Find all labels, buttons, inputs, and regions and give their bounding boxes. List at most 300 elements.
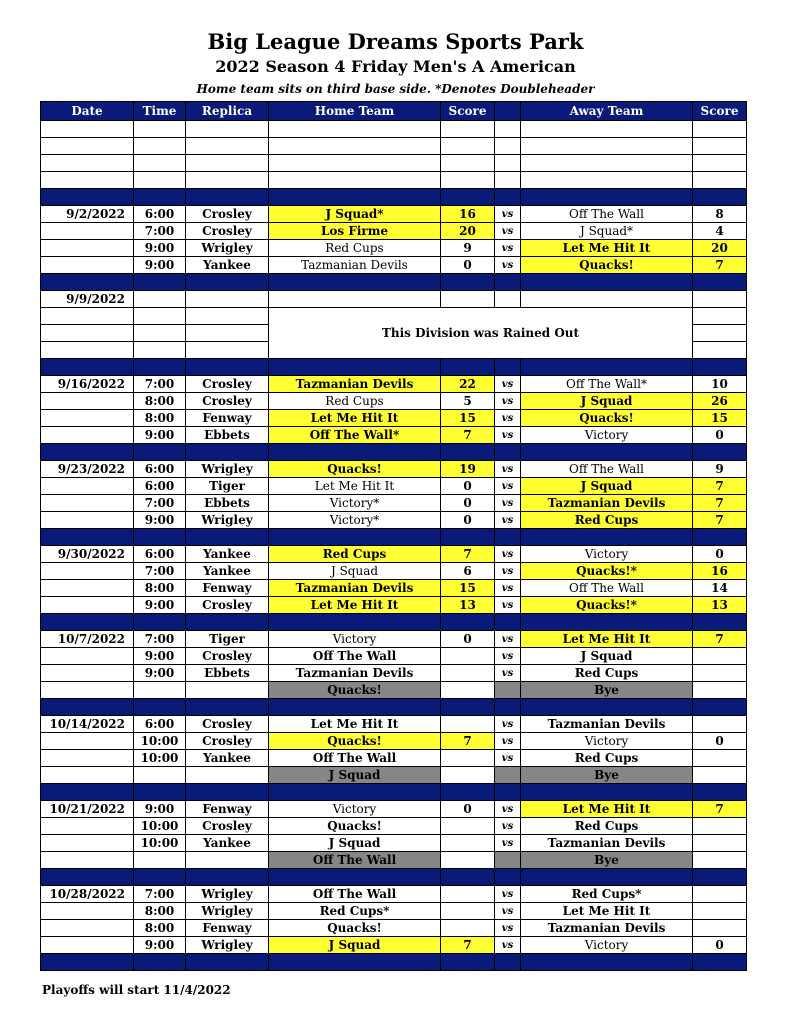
separator-cell	[495, 274, 521, 291]
separator-cell	[134, 699, 186, 716]
separator-cell	[41, 189, 134, 206]
away-team: Red Cups	[521, 512, 693, 529]
blank-cell	[134, 121, 186, 138]
game-row	[41, 512, 747, 529]
home-team: Red Cups*	[269, 903, 441, 920]
game-time: 10:00	[134, 733, 186, 750]
home-team: J Squad	[269, 937, 441, 954]
separator-cell	[41, 444, 134, 461]
game-time: 7:00	[134, 376, 186, 393]
home-score: 0	[441, 631, 495, 648]
blank-cell	[41, 665, 134, 682]
separator-cell	[495, 359, 521, 376]
vs-label: vs	[495, 393, 521, 410]
away-team: Red Cups	[521, 818, 693, 835]
game-replica: Fenway	[186, 801, 269, 818]
vs-label: vs	[495, 903, 521, 920]
game-row	[41, 835, 747, 852]
separator-cell	[441, 444, 495, 461]
blank-cell	[41, 937, 134, 954]
game-time: 8:00	[134, 580, 186, 597]
away-score: 7	[693, 801, 747, 818]
separator-cell	[693, 614, 747, 631]
vs-label: vs	[495, 376, 521, 393]
game-row	[41, 631, 747, 648]
home-score: 15	[441, 580, 495, 597]
home-team: Quacks!	[269, 733, 441, 750]
separator-cell	[134, 614, 186, 631]
game-row	[41, 563, 747, 580]
separator-cell	[41, 784, 134, 801]
game-row	[41, 682, 747, 699]
home-team: Let Me Hit It	[269, 716, 441, 733]
schedule-body	[41, 121, 747, 971]
blank-cell	[41, 750, 134, 767]
blank-cell	[134, 138, 186, 155]
home-score	[441, 648, 495, 665]
away-score	[693, 682, 747, 699]
home-score	[441, 903, 495, 920]
blank-cell	[41, 512, 134, 529]
game-date: 9/23/2022	[41, 461, 134, 478]
separator-cell	[441, 614, 495, 631]
home-score: 22	[441, 376, 495, 393]
vs-label: vs	[495, 733, 521, 750]
separator-cell	[134, 954, 186, 971]
home-score: 9	[441, 240, 495, 257]
blank-cell	[186, 308, 269, 325]
home-team: Off The Wall	[269, 750, 441, 767]
game-row	[41, 665, 747, 682]
blank-cell	[269, 121, 441, 138]
game-date: 9/30/2022	[41, 546, 134, 563]
home-score	[441, 886, 495, 903]
game-replica: Crosley	[186, 376, 269, 393]
blank-cell	[269, 155, 441, 172]
blank-cell	[693, 121, 747, 138]
separator-cell	[495, 869, 521, 886]
game-time: 7:00	[134, 563, 186, 580]
separator-cell	[521, 189, 693, 206]
blank-cell	[41, 852, 134, 869]
separator-cell	[495, 954, 521, 971]
separator-cell	[521, 954, 693, 971]
vs-label: vs	[495, 223, 521, 240]
away-team: Red Cups	[521, 750, 693, 767]
vs-label: vs	[495, 835, 521, 852]
separator-cell	[521, 869, 693, 886]
away-score: 15	[693, 410, 747, 427]
home-score	[441, 852, 495, 869]
blank-cell	[441, 291, 495, 308]
col-time: Time	[134, 102, 186, 121]
away-score: 0	[693, 427, 747, 444]
separator-cell	[41, 529, 134, 546]
blank-cell	[41, 308, 134, 325]
blank-cell	[693, 325, 747, 342]
game-replica: Wrigley	[186, 937, 269, 954]
game-replica: Wrigley	[186, 240, 269, 257]
separator-cell	[441, 869, 495, 886]
separator-cell	[269, 444, 441, 461]
week-separator	[41, 189, 747, 206]
game-time: 9:00	[134, 801, 186, 818]
game-row	[41, 852, 747, 869]
away-team: Quacks!*	[521, 563, 693, 580]
blank-cell	[41, 682, 134, 699]
game-time: 9:00	[134, 240, 186, 257]
game-time: 6:00	[134, 461, 186, 478]
blank-cell	[41, 325, 134, 342]
blank-cell	[41, 903, 134, 920]
game-time	[134, 767, 186, 784]
blank-cell	[41, 818, 134, 835]
blank-cell	[41, 155, 134, 172]
blank-cell	[441, 138, 495, 155]
game-time: 9:00	[134, 427, 186, 444]
vs-label: vs	[495, 257, 521, 274]
home-score: 7	[441, 937, 495, 954]
blank-row	[41, 121, 747, 138]
blank-cell	[134, 291, 186, 308]
vs-label: vs	[495, 240, 521, 257]
home-score: 0	[441, 801, 495, 818]
game-replica: Crosley	[186, 733, 269, 750]
footer-note: Playoffs will start 11/4/2022	[42, 983, 231, 997]
home-team: Quacks!	[269, 818, 441, 835]
separator-cell	[521, 614, 693, 631]
separator-cell	[186, 954, 269, 971]
home-team: Tazmanian Devils	[269, 665, 441, 682]
game-row	[41, 478, 747, 495]
separator-cell	[693, 869, 747, 886]
week-separator	[41, 614, 747, 631]
blank-cell	[495, 172, 521, 189]
away-team: Off The Wall	[521, 461, 693, 478]
game-date: 9/9/2022	[41, 291, 134, 308]
blank-cell	[41, 733, 134, 750]
game-replica: Yankee	[186, 563, 269, 580]
separator-cell	[495, 189, 521, 206]
home-score	[441, 750, 495, 767]
away-score: 4	[693, 223, 747, 240]
vs-label: vs	[495, 937, 521, 954]
separator-cell	[269, 274, 441, 291]
col-home-score: Score	[441, 102, 495, 121]
game-replica: Crosley	[186, 716, 269, 733]
separator-cell	[269, 784, 441, 801]
game-row	[41, 597, 747, 614]
home-team: Off The Wall	[269, 852, 441, 869]
away-score	[693, 852, 747, 869]
game-date: 10/7/2022	[41, 631, 134, 648]
blank-cell	[41, 427, 134, 444]
home-score: 19	[441, 461, 495, 478]
blank-cell	[495, 121, 521, 138]
vs-label: vs	[495, 580, 521, 597]
game-replica	[186, 767, 269, 784]
home-score	[441, 818, 495, 835]
schedule-table	[40, 101, 747, 971]
home-score: 20	[441, 223, 495, 240]
blank-cell	[186, 325, 269, 342]
game-row	[41, 495, 747, 512]
blank-cell	[269, 138, 441, 155]
away-team: Let Me Hit It	[521, 801, 693, 818]
game-date: 10/21/2022	[41, 801, 134, 818]
separator-cell	[521, 274, 693, 291]
vs-label: vs	[495, 920, 521, 937]
home-score	[441, 716, 495, 733]
away-score: 7	[693, 631, 747, 648]
game-time	[134, 852, 186, 869]
home-team: J Squad	[269, 563, 441, 580]
separator-cell	[693, 954, 747, 971]
game-time: 7:00	[134, 631, 186, 648]
home-score	[441, 920, 495, 937]
vs-label: vs	[495, 427, 521, 444]
game-row	[41, 580, 747, 597]
home-team: Let Me Hit It	[269, 410, 441, 427]
game-replica	[186, 852, 269, 869]
page-subtitle: 2022 Season 4 Friday Men's A American	[215, 57, 576, 76]
blank-cell	[41, 257, 134, 274]
home-team: Quacks!	[269, 461, 441, 478]
game-time: 6:00	[134, 478, 186, 495]
week-separator	[41, 869, 747, 886]
game-row	[41, 818, 747, 835]
blank-cell	[41, 478, 134, 495]
home-team: Tazmanian Devils	[269, 257, 441, 274]
vs-label: vs	[495, 563, 521, 580]
game-time: 10:00	[134, 750, 186, 767]
rainout-row	[41, 291, 747, 308]
home-team: Victory	[269, 801, 441, 818]
home-score: 0	[441, 257, 495, 274]
game-replica: Yankee	[186, 750, 269, 767]
blank-cell	[41, 563, 134, 580]
separator-cell	[134, 784, 186, 801]
game-time: 7:00	[134, 495, 186, 512]
game-replica: Crosley	[186, 597, 269, 614]
game-time: 9:00	[134, 937, 186, 954]
away-score: 14	[693, 580, 747, 597]
separator-cell	[134, 359, 186, 376]
vs-label: vs	[495, 631, 521, 648]
separator-cell	[495, 699, 521, 716]
away-team: Victory	[521, 546, 693, 563]
game-time: 8:00	[134, 903, 186, 920]
game-time: 8:00	[134, 393, 186, 410]
blank-cell	[186, 291, 269, 308]
separator-cell	[41, 869, 134, 886]
away-team: Tazmanian Devils	[521, 835, 693, 852]
game-row	[41, 206, 747, 223]
blank-cell	[693, 308, 747, 325]
separator-cell	[186, 444, 269, 461]
separator-cell	[186, 189, 269, 206]
week-separator	[41, 954, 747, 971]
blank-cell	[495, 138, 521, 155]
game-time: 7:00	[134, 886, 186, 903]
game-row	[41, 733, 747, 750]
away-score	[693, 903, 747, 920]
home-team: Let Me Hit It	[269, 478, 441, 495]
blank-cell	[441, 172, 495, 189]
away-score: 7	[693, 512, 747, 529]
blank-cell	[441, 121, 495, 138]
blank-cell	[495, 155, 521, 172]
vs-label: vs	[495, 648, 521, 665]
game-time: 10:00	[134, 818, 186, 835]
away-score	[693, 835, 747, 852]
away-team: Off The Wall*	[521, 376, 693, 393]
vs-label: vs	[495, 410, 521, 427]
game-date: 10/28/2022	[41, 886, 134, 903]
separator-cell	[495, 614, 521, 631]
away-score: 7	[693, 495, 747, 512]
away-team: Quacks!	[521, 257, 693, 274]
col-date: Date	[41, 102, 134, 121]
game-replica: Ebbets	[186, 495, 269, 512]
blank-cell	[41, 410, 134, 427]
game-row	[41, 427, 747, 444]
rainout-row	[41, 308, 747, 325]
away-team: Bye	[521, 852, 693, 869]
blank-cell	[41, 767, 134, 784]
separator-cell	[186, 529, 269, 546]
separator-cell	[134, 274, 186, 291]
away-team: J Squad	[521, 478, 693, 495]
separator-cell	[269, 189, 441, 206]
blank-cell	[521, 138, 693, 155]
away-score: 0	[693, 733, 747, 750]
vs-label: vs	[495, 886, 521, 903]
game-row	[41, 767, 747, 784]
home-team: Red Cups	[269, 393, 441, 410]
game-date: 10/14/2022	[41, 716, 134, 733]
home-team: Let Me Hit It	[269, 597, 441, 614]
blank-cell	[521, 172, 693, 189]
home-team: Los Firme	[269, 223, 441, 240]
game-time: 6:00	[134, 206, 186, 223]
week-separator	[41, 274, 747, 291]
separator-cell	[521, 444, 693, 461]
away-team: J Squad*	[521, 223, 693, 240]
blank-cell	[186, 172, 269, 189]
game-row	[41, 886, 747, 903]
game-row	[41, 257, 747, 274]
away-score	[693, 767, 747, 784]
game-row	[41, 750, 747, 767]
home-team: Red Cups	[269, 240, 441, 257]
game-date: 9/2/2022	[41, 206, 134, 223]
separator-cell	[269, 869, 441, 886]
game-time: 9:00	[134, 597, 186, 614]
blank-cell	[41, 240, 134, 257]
week-separator	[41, 529, 747, 546]
away-team: Off The Wall	[521, 580, 693, 597]
game-time: 10:00	[134, 835, 186, 852]
separator-cell	[693, 444, 747, 461]
blank-cell	[186, 121, 269, 138]
game-replica	[186, 682, 269, 699]
game-replica: Yankee	[186, 835, 269, 852]
game-replica: Yankee	[186, 546, 269, 563]
blank-cell	[693, 342, 747, 359]
home-team: Red Cups	[269, 546, 441, 563]
away-score: 20	[693, 240, 747, 257]
blank-cell	[41, 121, 134, 138]
game-replica: Crosley	[186, 223, 269, 240]
game-row	[41, 393, 747, 410]
away-score: 13	[693, 597, 747, 614]
game-replica: Fenway	[186, 410, 269, 427]
separator-cell	[693, 529, 747, 546]
game-replica: Yankee	[186, 257, 269, 274]
blank-cell	[41, 223, 134, 240]
home-score: 7	[441, 427, 495, 444]
game-row	[41, 376, 747, 393]
game-time: 7:00	[134, 223, 186, 240]
separator-cell	[269, 699, 441, 716]
game-row	[41, 461, 747, 478]
blank-cell	[521, 291, 693, 308]
separator-cell	[521, 359, 693, 376]
away-team: Let Me Hit It	[521, 631, 693, 648]
separator-cell	[41, 699, 134, 716]
home-score	[441, 835, 495, 852]
game-replica: Fenway	[186, 580, 269, 597]
away-team: Victory	[521, 937, 693, 954]
game-replica: Crosley	[186, 206, 269, 223]
col-away-score: Score	[693, 102, 747, 121]
game-row	[41, 240, 747, 257]
separator-cell	[441, 529, 495, 546]
rainout-message: This Division was Rained Out	[269, 308, 693, 359]
separator-cell	[495, 529, 521, 546]
separator-cell	[693, 189, 747, 206]
blank-cell	[269, 172, 441, 189]
game-replica: Crosley	[186, 818, 269, 835]
separator-cell	[693, 359, 747, 376]
header-row	[41, 102, 747, 121]
game-row	[41, 716, 747, 733]
separator-cell	[186, 274, 269, 291]
separator-cell	[521, 699, 693, 716]
blank-cell	[186, 155, 269, 172]
game-row	[41, 920, 747, 937]
blank-row	[41, 138, 747, 155]
game-row	[41, 223, 747, 240]
blank-cell	[41, 393, 134, 410]
separator-cell	[441, 784, 495, 801]
away-team: Tazmanian Devils	[521, 716, 693, 733]
home-score: 0	[441, 478, 495, 495]
separator-cell	[269, 614, 441, 631]
week-separator	[41, 444, 747, 461]
separator-cell	[495, 784, 521, 801]
home-team: Victory*	[269, 495, 441, 512]
game-time: 9:00	[134, 648, 186, 665]
vs-label: vs	[495, 512, 521, 529]
home-team: Victory*	[269, 512, 441, 529]
home-team: Quacks!	[269, 920, 441, 937]
home-team: J Squad*	[269, 206, 441, 223]
game-replica: Wrigley	[186, 886, 269, 903]
blank-cell	[186, 342, 269, 359]
away-team: Let Me Hit It	[521, 240, 693, 257]
